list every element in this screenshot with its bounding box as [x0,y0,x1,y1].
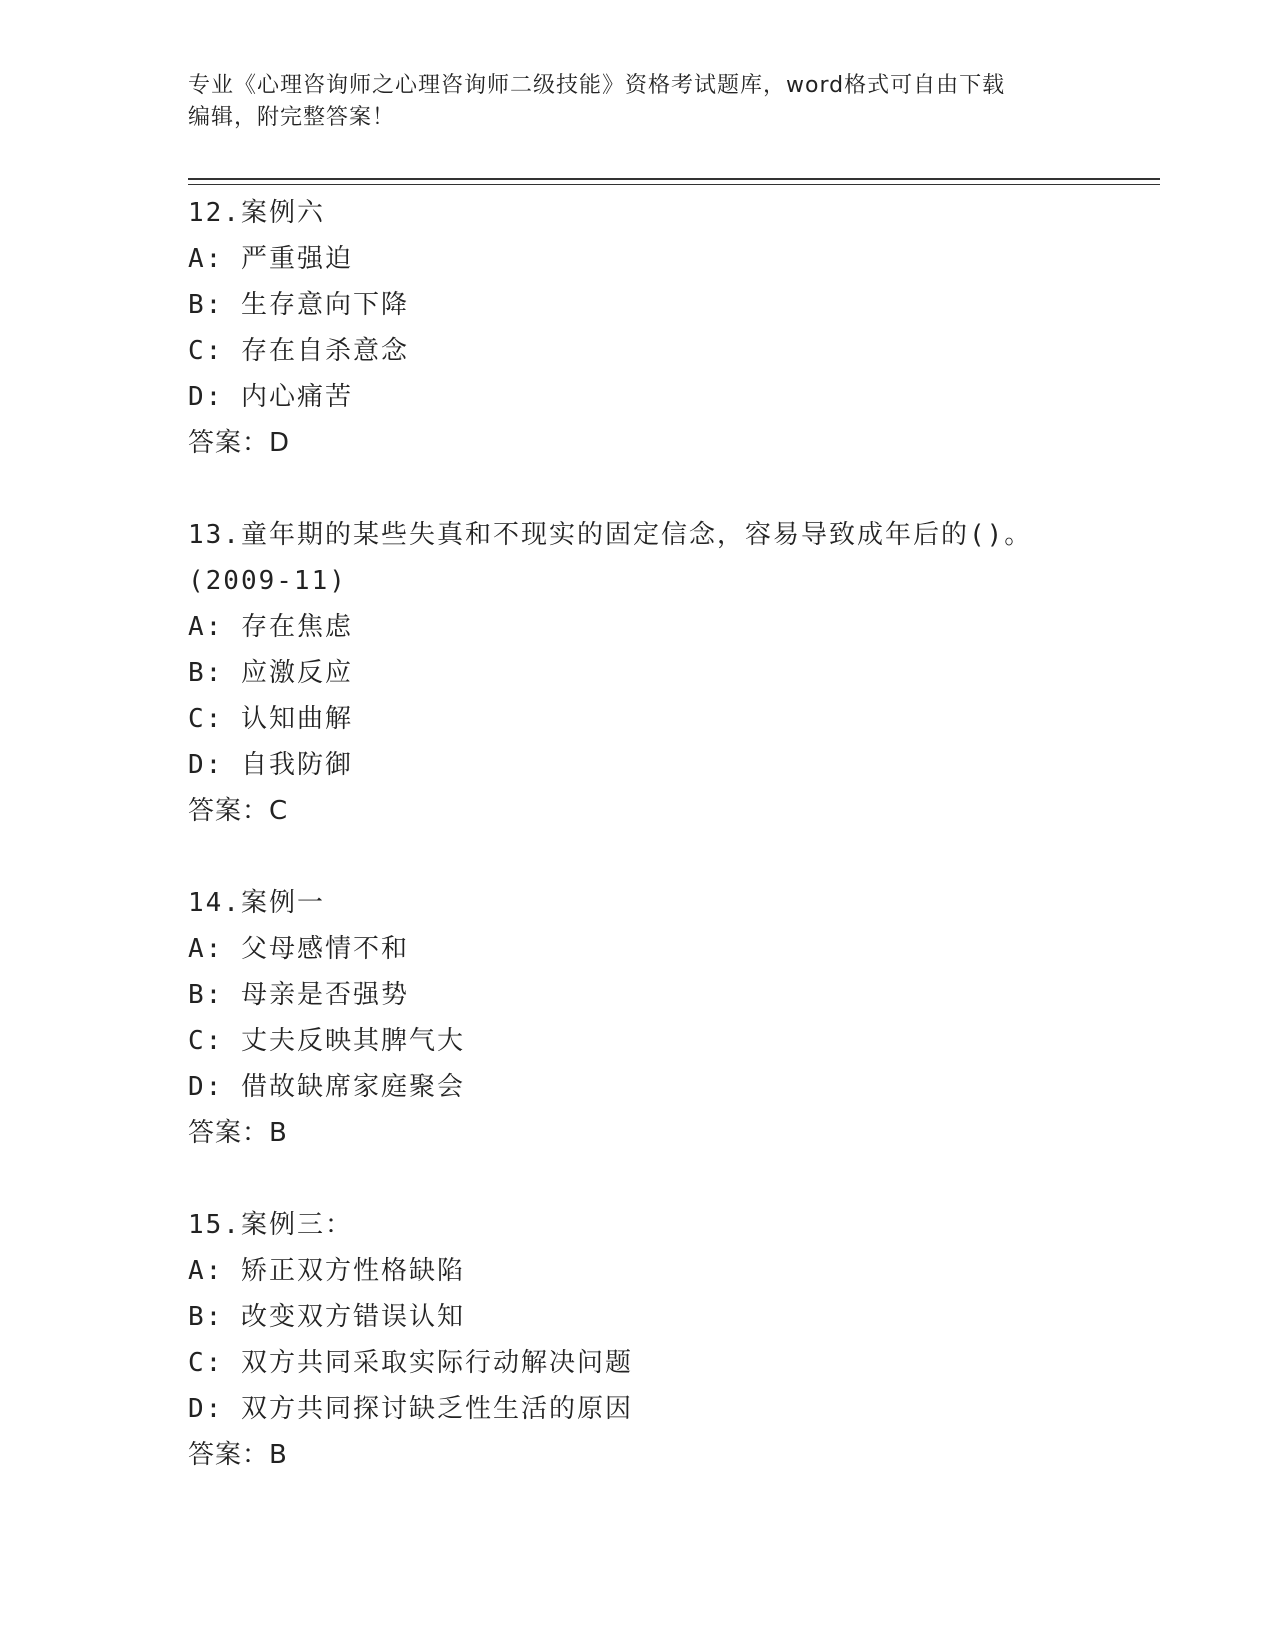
answer-line: 答案：B [188,1440,288,1470]
option-d: D: 借故缺席家庭聚会 [188,1072,465,1102]
header-divider-thin [188,184,1160,185]
option-c: C: 认知曲解 [188,704,353,734]
header-line-2: 编辑，附完整答案！ [188,105,396,130]
question-stem: 15.案例三： [188,1210,353,1240]
answer-line: 答案：B [188,1118,288,1148]
option-c: C: 双方共同采取实际行动解决问题 [188,1348,633,1378]
question-stem: 12.案例六 [188,198,325,228]
option-a: A: 父母感情不和 [188,934,409,964]
question-item [188,512,1188,834]
header-line-1: 专业《心理咨询师之心理咨询师二级技能》资格考试题库，word格式可自由下载 [188,73,1006,98]
question-stem: 13.童年期的某些失真和不现实的固定信念，容易导致成年后的()。 [188,520,1033,550]
option-a: A: 存在焦虑 [188,612,353,642]
option-b: B: 应激反应 [188,658,353,688]
question-stem: 14.案例一 [188,888,325,918]
option-d: D: 内心痛苦 [188,382,353,412]
question-item [188,190,1188,466]
option-c: C: 存在自杀意念 [188,336,409,366]
answer-line: 答案：C [188,796,289,826]
header-divider-thick [188,178,1160,180]
question-stem-continued: (2009-11) [188,566,347,596]
option-c: C: 丈夫反映其脾气大 [188,1026,465,1056]
option-a: A: 矫正双方性格缺陷 [188,1256,465,1286]
question-item [188,880,1188,1156]
answer-line: 答案：D [188,428,291,458]
question-list [188,190,1188,1524]
option-b: B: 生存意向下降 [188,290,409,320]
option-a: A: 严重强迫 [188,244,353,274]
option-d: D: 双方共同探讨缺乏性生活的原因 [188,1394,633,1424]
option-b: B: 母亲是否强势 [188,980,409,1010]
question-item [188,1202,1188,1478]
option-b: B: 改变双方错误认知 [188,1302,465,1332]
option-d: D: 自我防御 [188,750,353,780]
document-header [188,70,1088,134]
